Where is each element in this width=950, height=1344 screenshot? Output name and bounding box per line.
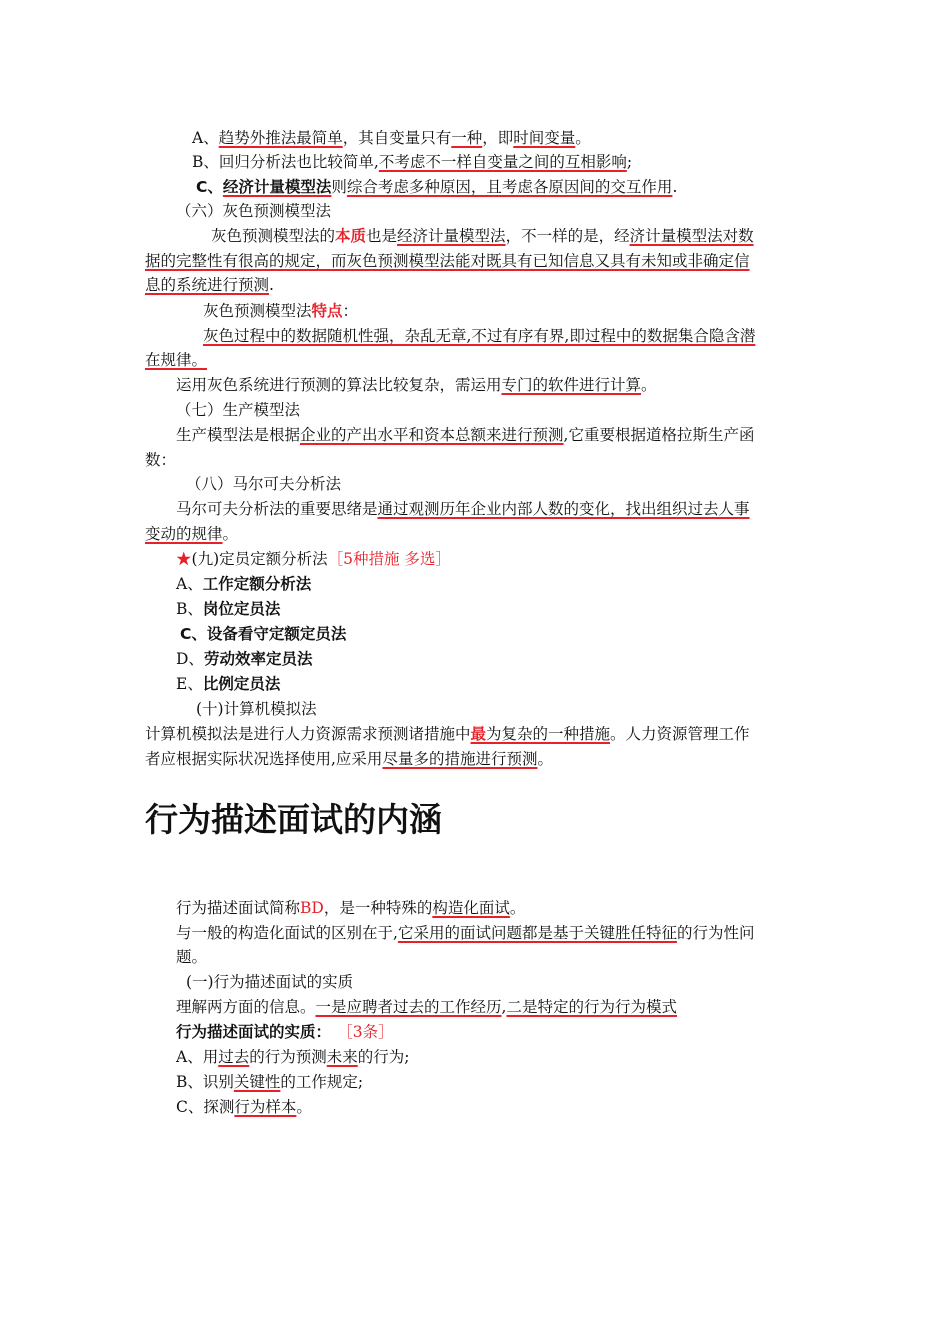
bd-essence-b: B、识别关键性的工作规定; bbox=[176, 1073, 364, 1091]
line-a-trend: A、趋势外推法最简单，其自变量只有一种，即时间变量。 bbox=[192, 129, 591, 147]
bd-diff-line-1: 与一般的构造化面试的区别在于,它采用的面试问题都是基于关键胜任特征的行为性问 bbox=[176, 924, 755, 942]
markov-line-2: 变动的规律。 bbox=[145, 525, 239, 543]
heading-markov: （八）马尔可夫分析法 bbox=[186, 475, 342, 493]
staffing-option-e: E、比例定员法 bbox=[176, 675, 281, 693]
grey-feature-line-1: 灰色过程中的数据随机性强，杂乱无章,不过有序有界,即过程中的数据集合隐含潜 bbox=[203, 327, 756, 345]
bd-intro-line: 行为描述面试简称BD，是一种特殊的构造化面试。 bbox=[176, 899, 526, 917]
heading-computer-simulation: (十)计算机模拟法 bbox=[196, 700, 317, 718]
staffing-option-d: D、劳动效率定员法 bbox=[176, 650, 313, 668]
grey-feature-label: 灰色预测模型法特点： bbox=[203, 302, 359, 320]
grey-software-line: 运用灰色系统进行预测的算法比较复杂，需运用专门的软件进行计算。 bbox=[176, 376, 657, 394]
heading-bd-essence: (一)行为描述面试的实质 bbox=[186, 973, 354, 991]
simulation-line-1: 计算机模拟法是进行人力资源需求预测诸措施中最为复杂的一种措施。人力资源管理工作 bbox=[145, 725, 750, 743]
bd-essence-c: C、探测行为样本。 bbox=[176, 1098, 312, 1116]
grey-line-3: 息的系统进行预测. bbox=[145, 276, 274, 294]
heading-grey-model: （六）灰色预测模型法 bbox=[176, 202, 332, 220]
grey-feature-line-2: 在规律。 bbox=[145, 351, 208, 369]
bd-essence-label: 行为描述面试的实质： ［3条］ bbox=[176, 1023, 394, 1041]
grey-line-1: 灰色预测模型法的本质也是经济计量模型法，不一样的是，经济计量模型法对数 bbox=[211, 227, 754, 245]
staffing-option-b: B、岗位定员法 bbox=[176, 600, 281, 618]
section-title: 行为描述面试的内涵 bbox=[145, 800, 442, 839]
grey-line-2: 据的完整性有很高的规定，而灰色预测模型法能对既具有已知信息又具有未知或非确定信 bbox=[145, 252, 750, 270]
bd-essence-a: A、用过去的行为预测未来的行为; bbox=[176, 1048, 410, 1066]
production-line-1: 生产模型法是根据企业的产出水平和资本总额来进行预测,它重要根据道格拉斯生产函 bbox=[176, 426, 755, 444]
line-c-econometric: C、经济计量模型法则综合考虑多种原因，且考虑各原因间的交互作用. bbox=[196, 178, 678, 196]
production-line-2: 数： bbox=[145, 451, 177, 469]
heading-staffing-quota: ★(九)定员定额分析法［5种措施 多选］ bbox=[176, 550, 451, 568]
star-icon: ★ bbox=[176, 550, 192, 568]
simulation-line-2: 者应根据实际状况选择使用,应采用尽量多的措施进行预测。 bbox=[145, 750, 553, 768]
staffing-option-c: C、设备看守定额定员法 bbox=[180, 625, 347, 643]
staffing-option-a: A、工作定额分析法 bbox=[176, 575, 312, 593]
bd-two-aspects-line: 理解两方面的信息。一是应聘者过去的工作经历,二是特定的行为行为模式 bbox=[176, 998, 677, 1016]
heading-production-model: （七）生产模型法 bbox=[176, 401, 301, 419]
bd-diff-line-2: 题。 bbox=[176, 948, 208, 966]
line-b-regression: B、回归分析法也比较简单,不考虑不一样自变量之间的互相影响; bbox=[192, 153, 633, 171]
markov-line-1: 马尔可夫分析法的重要思绪是通过观测历年企业内部人数的变化，找出组织过去人事 bbox=[176, 500, 750, 518]
